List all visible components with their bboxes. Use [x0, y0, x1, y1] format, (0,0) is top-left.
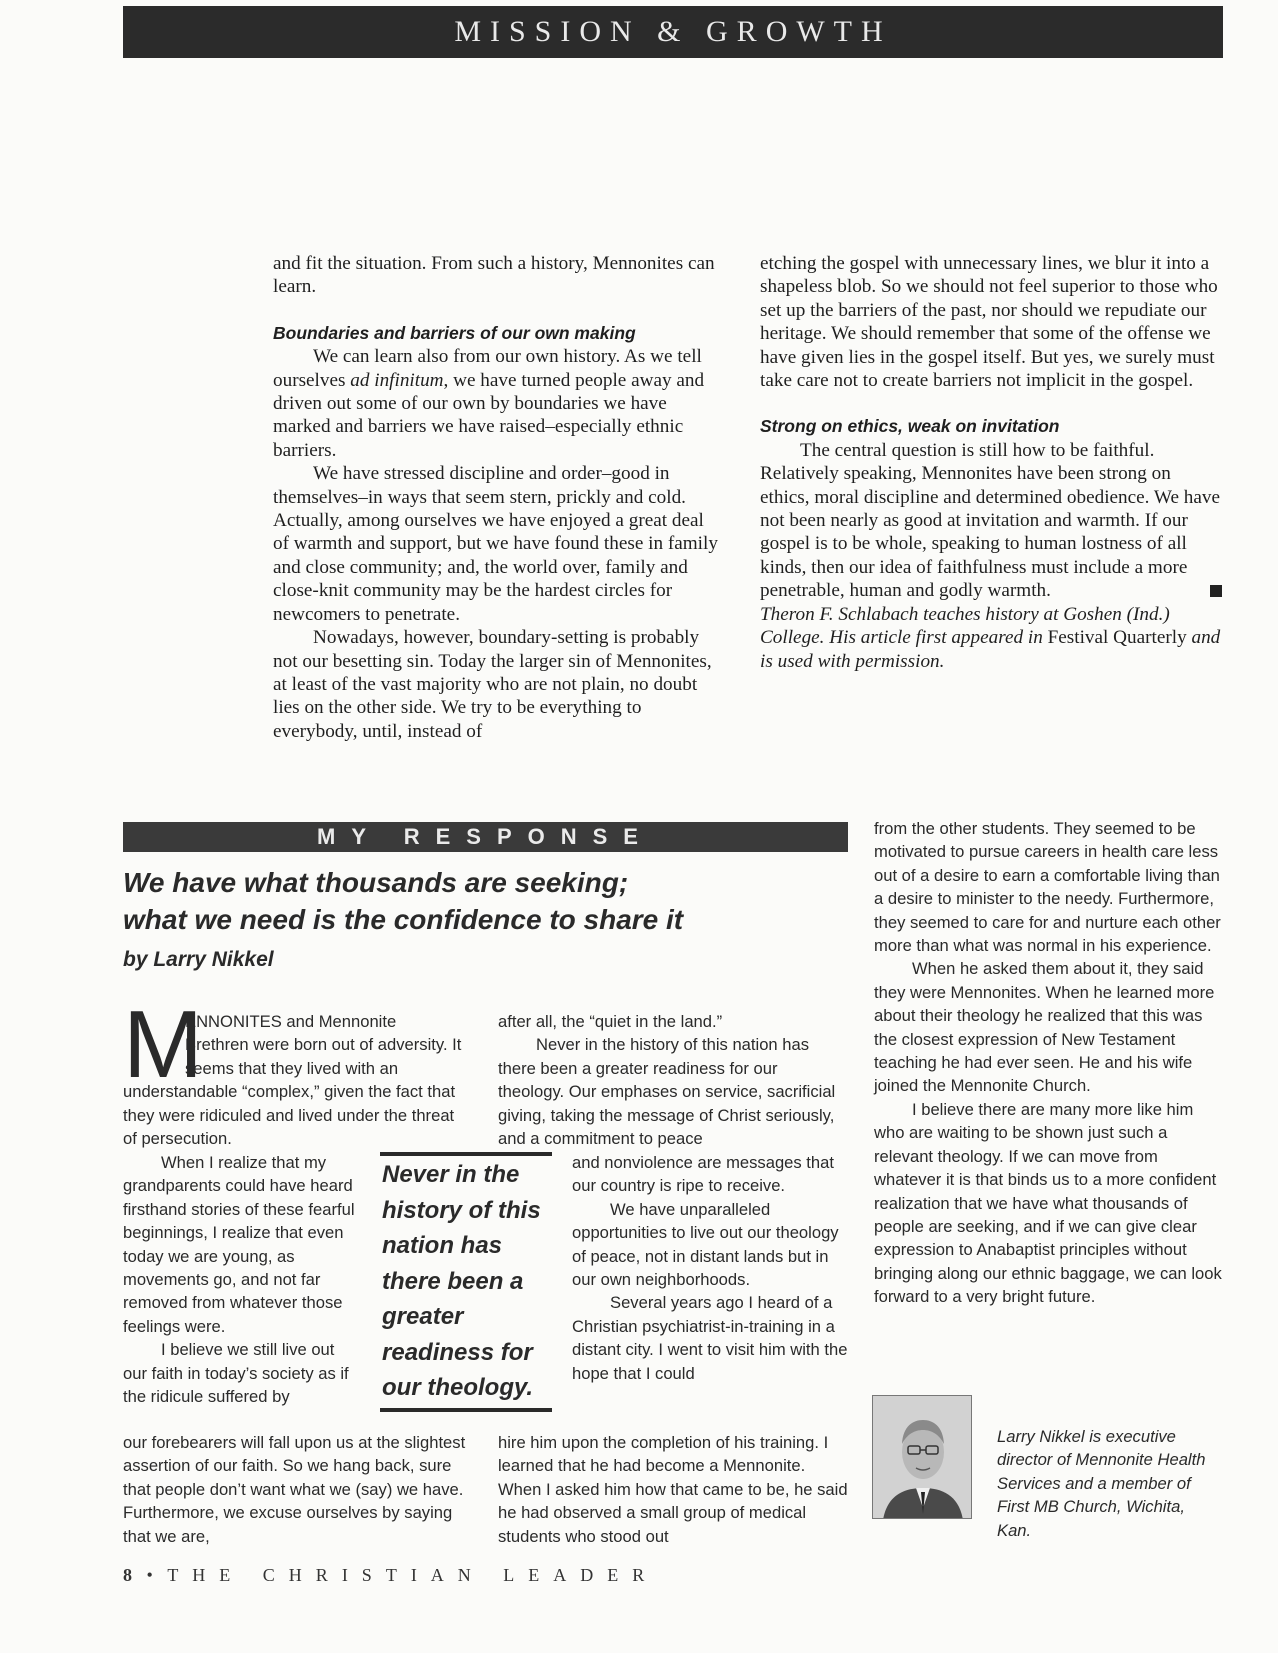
portrait-image	[873, 1396, 972, 1519]
page-number: 8	[123, 1565, 132, 1585]
headline: We have what thousands are seeking; what we need is the confidence to share it	[123, 867, 684, 935]
pull-quote-rule-top	[380, 1152, 552, 1156]
page-footer	[123, 1565, 658, 1586]
byline: by Larry Nikkel	[123, 948, 274, 971]
response-col1-bottom: our forebearers will fall upon us at the slightest assertion of our faith. So we hang back, sure that people don’t want what we (say) we have. Furthermore, we excuse ourselves by saying that we are,	[123, 1433, 466, 1546]
response-col2-bottom: hire him upon the completion of his training. I learned that he had become a Mennonite. When I asked him how that came to be, he said he had observed a small group of medical students who stood out	[498, 1433, 848, 1546]
my-response-banner: MY RESPONSE	[123, 822, 848, 852]
article-column-1	[273, 252, 723, 743]
paragraph: We have stressed discipline and order–good in themselves–in ways that seem stern, prickly and cold. Actually, among ourselves we have enjoyed a great deal of warmth and support, but we have found these in family and close community; and, the world over, family and close-knit community may be the hardest circles for newcomers to penetrate.	[273, 463, 718, 625]
pull-quote: Never in the history of this nation has there been a greater readiness for our theology.	[382, 1161, 541, 1401]
response-col3: from the other students. They seemed to be motivated to pursue careers in health care less out of a desire to earn a comfortable living than a desire to minister to the needy. Furthermore, they seemed to care for and nurture each other more than what was normal in his experience. When he asked them about it, they said they were Mennonites. When he learned more about their theology he realized that this was the closest expression of New Testament teaching he had ever seen. He and his wife joined the Mennonite Church. I believe there are many more like him who are waiting to be shown just such a relevant theology. If we can move from whatever it is that binds us to a more confident realization that we have what thousands of people are seeking, and if we can give clear expression to Anabaptist principles without bringing along our ethnic baggage, we can look forward to a very bright future.	[874, 819, 1222, 1307]
paragraph: We can learn also from our own history. As we tell ourselves ad infinitum, we have turned people away and driven out some of our own by boundaries we have marked and barriers we have raised–especially ethnic barriers.	[273, 346, 705, 461]
pull-quote-rule-bottom	[380, 1408, 552, 1412]
response-col2-top: after all, the “quiet in the land.” Never in the history of this nation has there been a greater readiness for our theology. Our emphases on service, sacrificial giving, taking the message of Christ seriously, and a commitment to peace	[498, 1012, 836, 1149]
paragraph: Nowadays, however, boundary-setting is probably not our besetting sin. Today the larger sin of Mennonites, at least of the vast majority who are not plain, no doubt lies on the other side. We try to be everything to everybody, until, instead of	[273, 627, 712, 742]
footer-separator: •	[146, 1565, 153, 1585]
response-col1-intro: ENNONITES and Mennonite Brethren were born out of adversity. It seems that they lived with an understandable “complex,” given the fact that they were ridiculed and lived under the threat of persecution.	[123, 1012, 462, 1149]
response-col1-narrow: When I realize that my grandparents could have heard firsthand stories of these fearful beginnings, I realize that even today we are young, as movements go, and not far removed from whatever those feelings were. I believe we still live out our faith in today’s society as if the ridicule suffered by	[123, 1153, 355, 1407]
end-mark-icon	[1210, 585, 1222, 597]
subhead-ethics: Strong on ethics, weak on invitation	[760, 416, 1060, 437]
paragraph: etching the gospel with unnecessary lines, we blur it into a shapeless blob. So we should not feel superior to those who set up the barriers of the past, nor should we repudiate our heritage. We should remember that some of the offense we have given lies in the gospel itself. But yes, we surely must take care not to create barriers not implicit in the gospel.	[760, 253, 1218, 392]
section-banner: MISSION & GROWTH	[123, 6, 1223, 58]
drop-cap: M	[123, 991, 203, 1098]
magazine-title: THE CHRISTIAN LEADER	[167, 1565, 659, 1585]
author-bio-schlabach: Theron F. Schlabach teaches history at Goshen (Ind.) College. His article first appeared in Festival Quarterly and is used with permission.	[760, 603, 1221, 672]
author-bio-nikkel: Larry Nikkel is executive director of Mennonite Health Services and a member of First MB Church, Wichita, Kan.	[997, 1427, 1206, 1540]
response-col2-narrow: and nonviolence are messages that our country is ripe to receive. We have unparalleled opportunities to live out our theology of peace, not in distant lands but in our own neighborhoods. Several years ago I heard of a Christian psychiatrist-in-training in a distant city. I went to visit him with the hope that I could	[572, 1153, 848, 1383]
paragraph: The central question is still how to be faithful. Relatively speaking, Mennonites have been strong on ethics, moral discipline and determined obedience. We have not been nearly as good at invitation and warmth. If our gospel is to be whole, speaking to human lostness of all kinds, then our idea of faithfulness must include a more penetrable, human and godly warmth.	[760, 439, 1221, 602]
author-photo	[872, 1395, 972, 1519]
paragraph: and fit the situation. From such a history, Mennonites can learn.	[273, 253, 715, 298]
subhead-boundaries: Boundaries and barriers of our own making	[273, 322, 636, 343]
article-column-2	[760, 252, 1222, 673]
